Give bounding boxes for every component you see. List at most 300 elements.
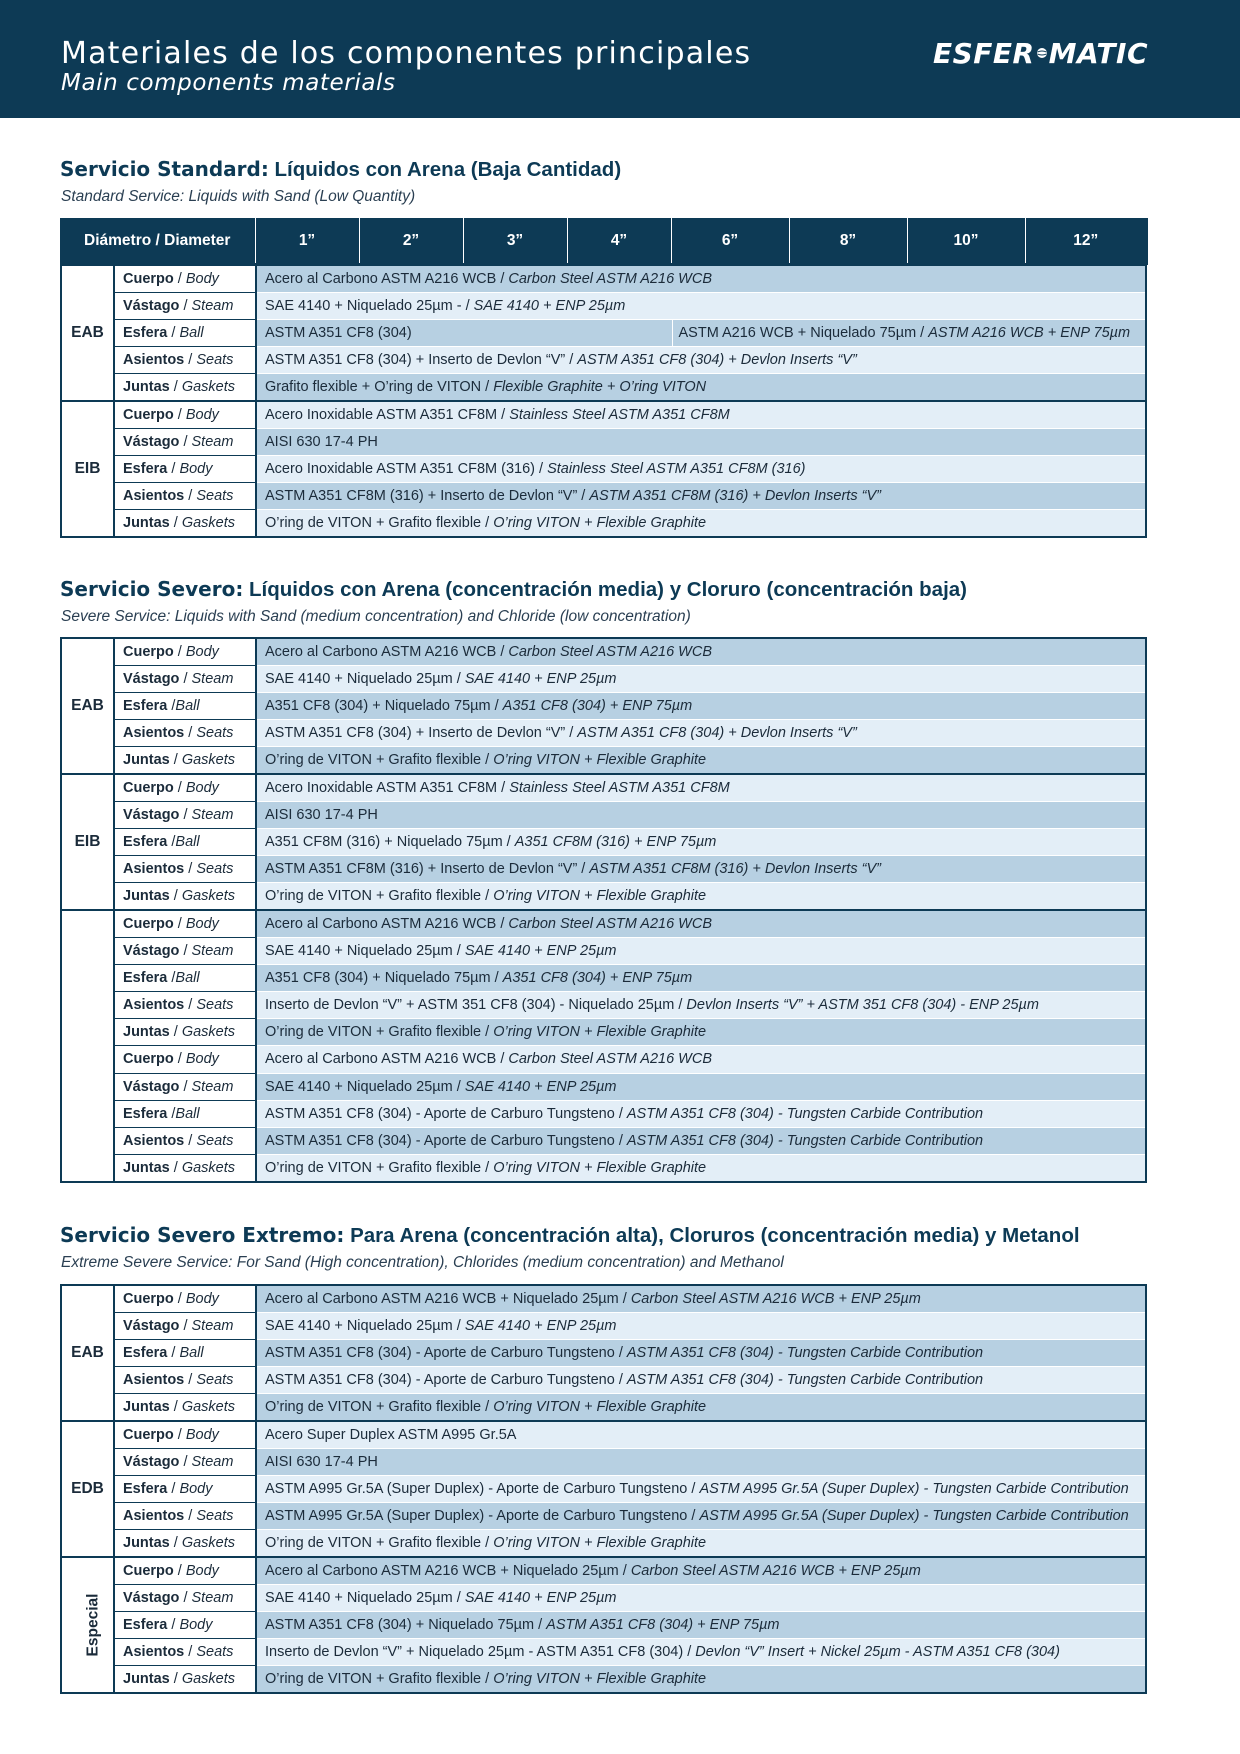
material-value-es: SAE 4140 + Niquelado 25µm - / <box>265 297 474 314</box>
materials-table <box>60 264 1147 538</box>
component-label <box>114 1666 256 1693</box>
component-label <box>114 1339 256 1366</box>
table-row <box>61 1611 1146 1638</box>
materials-table <box>60 637 1147 1183</box>
material-value-es: ASTM A351 CF8 (304) - Aporte de Carburo Tungsteno / <box>265 1105 627 1122</box>
component-label <box>114 801 256 828</box>
material-value-es: SAE 4140 + Niquelado 25µm / <box>265 1589 465 1606</box>
material-value-es: SAE 4140 + Niquelado 25µm / <box>265 670 465 687</box>
material-value-es: AISI 630 17-4 PH <box>265 433 378 450</box>
material-value-es: ASTM A351 CF8 (304) + Niquelado 75µm / <box>265 1616 547 1633</box>
material-value <box>256 455 1146 482</box>
component-label <box>114 428 256 455</box>
component-label <box>114 1557 256 1584</box>
component-label-en: Body <box>179 1616 213 1633</box>
label-separator: / <box>169 1024 182 1041</box>
material-value-es: ASTM A351 CF8 (304) + Inserto de Devlon “V” / <box>265 352 578 369</box>
material-value <box>256 319 672 346</box>
table-row <box>61 964 1146 991</box>
section-title-strong: Servicio Severo: <box>60 577 244 601</box>
label-separator: / <box>173 643 186 660</box>
label-separator: / <box>179 806 192 823</box>
group-label: EAB <box>61 638 114 774</box>
component-label-en: Seats <box>196 1372 234 1389</box>
material-value-es: Grafito flexible + O’ring de VITON / <box>265 379 494 396</box>
component-label-en: Ball <box>179 324 204 341</box>
material-value-en: Carbon Steel ASTM A216 WCB + ENP 25µm <box>630 1562 921 1579</box>
group-label: EDB <box>61 1421 114 1557</box>
component-label-es: Esfera <box>123 1105 168 1122</box>
material-value-es: Acero al Carbono ASTM A216 WCB / <box>265 1051 509 1068</box>
component-label-es: Juntas <box>123 888 170 905</box>
component-label-es: Esfera <box>123 697 168 714</box>
material-value <box>256 1155 1146 1182</box>
component-label <box>114 1100 256 1127</box>
label-separator: / <box>173 406 186 423</box>
material-value-es: Acero al Carbono ASTM A216 WCB + Niquelado 25µm / <box>265 1290 631 1307</box>
material-value-es: ASTM A351 CF8 (304) + Inserto de Devlon “V” / <box>265 725 578 742</box>
material-value-en: Carbon Steel ASTM A216 WCB <box>508 1051 713 1068</box>
material-value-en: Devlon Inserts “V” + ASTM 351 CF8 (304) - ENP 25µm <box>686 997 1039 1014</box>
component-label-es: Asientos <box>123 1372 185 1389</box>
diameter-size: 6” <box>671 218 789 264</box>
table-row <box>61 1394 1146 1421</box>
section-title-rest: Para Arena (concentración alta), Cloruros (concentración media) y Metanol <box>344 1224 1080 1247</box>
material-value-en: O’ring VITON + Flexible Graphite <box>493 1670 707 1687</box>
component-label-es: Asientos <box>123 1508 185 1525</box>
material-value-es: Acero Inoxidable ASTM A351 CF8M / <box>265 406 510 423</box>
material-value-en: Carbon Steel ASTM A216 WCB <box>508 270 713 287</box>
component-label <box>114 856 256 883</box>
material-value-es: Acero al Carbono ASTM A216 WCB + Niquelado 25µm / <box>265 1562 631 1579</box>
table-row <box>61 1155 1146 1182</box>
label-separator: / <box>173 1562 186 1579</box>
component-label-es: Asientos <box>123 352 185 369</box>
diameter-size: 10” <box>907 218 1025 264</box>
material-value <box>256 510 1146 537</box>
material-value <box>256 801 1146 828</box>
table-row <box>61 319 1146 346</box>
table-row <box>61 1339 1146 1366</box>
component-label <box>114 1367 256 1394</box>
material-value <box>256 374 1146 401</box>
component-label-es: Cuerpo <box>123 406 174 423</box>
diameter-size: 4” <box>567 218 671 264</box>
component-label-en: Gaskets <box>181 515 236 532</box>
label-separator: / <box>184 861 197 878</box>
material-value-es: ASTM A351 CF8 (304) <box>265 324 412 341</box>
component-label-en: Steam <box>191 1078 234 1095</box>
material-value-en: Stainless Steel ASTM A351 CF8M <box>509 406 730 423</box>
component-label <box>114 1530 256 1557</box>
component-label-en: Gaskets <box>181 1159 236 1176</box>
label-separator: / <box>169 1159 182 1176</box>
component-label <box>114 1448 256 1475</box>
label-separator: / <box>167 1105 176 1122</box>
material-value <box>256 1367 1146 1394</box>
table-row <box>61 1448 1146 1475</box>
material-value <box>256 856 1146 883</box>
label-separator: / <box>167 324 180 341</box>
material-value <box>256 1312 1146 1339</box>
component-label-en: Seats <box>196 997 234 1014</box>
material-value <box>256 1557 1146 1584</box>
label-separator: / <box>179 1317 192 1334</box>
table-row <box>61 401 1146 428</box>
material-value <box>256 720 1146 747</box>
group-label <box>61 1557 114 1693</box>
material-value <box>256 265 1146 292</box>
material-value-en: Carbon Steel ASTM A216 WCB <box>508 915 713 932</box>
label-separator: / <box>169 752 182 769</box>
component-label <box>114 1475 256 1502</box>
material-value-es: O’ring de VITON + Grafito flexible / <box>265 1024 494 1041</box>
material-value-en: ASTM A995 Gr.5A (Super Duplex) - Tungsten Carbide Contribution <box>699 1480 1129 1497</box>
component-label <box>114 1046 256 1073</box>
material-value-es: ASTM A995 Gr.5A (Super Duplex) - Aporte de Carburo Tungsteno / <box>265 1508 700 1525</box>
material-value-es: Acero Super Duplex ASTM A995 Gr.5A <box>265 1426 517 1443</box>
material-value-en: O’ring VITON + Flexible Graphite <box>493 1024 707 1041</box>
label-separator: / <box>167 1480 180 1497</box>
table-row <box>61 1127 1146 1154</box>
component-label-en: Body <box>185 643 219 660</box>
material-value-es: ASTM A995 Gr.5A (Super Duplex) - Aporte de Carburo Tungsteno / <box>265 1480 700 1497</box>
component-label <box>114 937 256 964</box>
material-value-es: AISI 630 17-4 PH <box>265 1453 378 1470</box>
component-label-es: Asientos <box>123 997 185 1014</box>
material-value <box>256 401 1146 428</box>
component-label-en: Seats <box>196 861 234 878</box>
material-value-en: ASTM A351 CF8 (304) - Tungsten Carbide Contribution <box>626 1344 984 1361</box>
material-value <box>256 1530 1146 1557</box>
material-value <box>256 1448 1146 1475</box>
label-separator: / <box>184 352 197 369</box>
table-row <box>61 991 1146 1018</box>
component-label-en: Gaskets <box>181 888 236 905</box>
material-value-en: ASTM A351 CF8 (304) + ENP 75µm <box>546 1616 780 1633</box>
material-value-en: SAE 4140 + ENP 25µm <box>473 297 626 314</box>
component-label-es: Esfera <box>123 1344 168 1361</box>
component-label <box>114 665 256 692</box>
component-label-en: Gaskets <box>181 1670 236 1687</box>
material-value-en: Stainless Steel ASTM A351 CF8M (316) <box>547 460 806 477</box>
table-row <box>61 638 1146 665</box>
table-row <box>61 1019 1146 1046</box>
component-label-en: Steam <box>191 1317 234 1334</box>
component-label-en: Gaskets <box>181 1024 236 1041</box>
section-subtitle: Standard Service: Liquids with Sand (Low Quantity) <box>61 188 416 205</box>
label-separator: / <box>167 1344 180 1361</box>
material-value <box>256 665 1146 692</box>
table-row <box>61 747 1146 774</box>
material-value <box>256 1475 1146 1502</box>
label-separator: / <box>173 779 186 796</box>
component-label-en: Steam <box>191 942 234 959</box>
component-label <box>114 692 256 719</box>
logo-text-right: MATIC <box>1048 36 1148 70</box>
component-label-en: Seats <box>196 352 234 369</box>
material-value-es: O’ring de VITON + Grafito flexible / <box>265 1159 494 1176</box>
component-label <box>114 1503 256 1530</box>
material-value <box>256 991 1146 1018</box>
material-value-en: ASTM A351 CF8M (316) + Devlon Inserts “V” <box>589 861 881 878</box>
component-label-en: Steam <box>191 297 234 314</box>
component-label <box>114 455 256 482</box>
table-row <box>61 1530 1146 1557</box>
material-value <box>256 1638 1146 1665</box>
material-value <box>256 747 1146 774</box>
component-label-es: Cuerpo <box>123 779 174 796</box>
label-separator: / <box>184 1644 197 1661</box>
label-separator: / <box>167 697 176 714</box>
table-row <box>61 883 1146 910</box>
label-separator: / <box>179 942 192 959</box>
component-label <box>114 347 256 374</box>
material-value-en: ASTM A995 Gr.5A (Super Duplex) - Tungsten Carbide Contribution <box>699 1508 1129 1525</box>
material-value-es: ASTM A351 CF8 (304) - Aporte de Carburo Tungsteno / <box>265 1344 627 1361</box>
component-label-es: Juntas <box>123 1399 170 1416</box>
material-value-en: Carbon Steel ASTM A216 WCB <box>508 643 713 660</box>
material-value-en: O’ring VITON + Flexible Graphite <box>493 1159 707 1176</box>
material-value <box>256 1394 1146 1421</box>
material-value-es: O’ring de VITON + Grafito flexible / <box>265 1535 494 1552</box>
group-label: EAB <box>61 1285 114 1421</box>
component-label-es: Vástago <box>123 1589 180 1606</box>
component-label-es: Juntas <box>123 1159 170 1176</box>
component-label-en: Body <box>185 406 219 423</box>
component-label-es: Cuerpo <box>123 1290 174 1307</box>
material-value-es: Inserto de Devlon “V” + Niquelado 25µm - ASTM A351 CF8 (304) / <box>265 1644 696 1661</box>
component-label-es: Asientos <box>123 725 185 742</box>
table-row <box>61 1638 1146 1665</box>
component-label <box>114 964 256 991</box>
label-separator: / <box>169 888 182 905</box>
table-row <box>61 1073 1146 1100</box>
component-label-es: Cuerpo <box>123 1051 174 1068</box>
label-separator: / <box>184 1132 197 1149</box>
component-label-es: Juntas <box>123 379 170 396</box>
label-separator: / <box>173 1051 186 1068</box>
page-header <box>0 0 1240 118</box>
table-row <box>61 1312 1146 1339</box>
logo-text-left: ESFER <box>933 36 1035 70</box>
component-label-es: Juntas <box>123 1024 170 1041</box>
material-value <box>256 347 1146 374</box>
component-label-en: Body <box>185 779 219 796</box>
material-value-en: A351 CF8 (304) + ENP 75µm <box>502 697 693 714</box>
component-label-en: Body <box>185 1426 219 1443</box>
component-label-en: Seats <box>196 1508 234 1525</box>
label-separator: / <box>179 1078 192 1095</box>
component-label-en: Body <box>185 1290 219 1307</box>
material-value <box>256 292 1146 319</box>
table-row <box>61 828 1146 855</box>
material-value-es: ASTM A351 CF8M (316) + Inserto de Devlon “V” / <box>265 488 590 505</box>
component-label <box>114 828 256 855</box>
material-value-es: Acero Inoxidable ASTM A351 CF8M / <box>265 779 510 796</box>
material-value-es: ASTM A216 WCB + Niquelado 75µm / <box>678 324 929 341</box>
component-label-en: Ball <box>175 833 200 850</box>
material-value <box>256 1100 1146 1127</box>
material-value-es: Acero al Carbono ASTM A216 WCB / <box>265 915 509 932</box>
table-row <box>61 1666 1146 1693</box>
component-label-es: Asientos <box>123 1132 185 1149</box>
component-label-es: Esfera <box>123 1616 168 1633</box>
table-row <box>61 1046 1146 1073</box>
material-value-en: ASTM A351 CF8 (304) + Devlon Inserts “V” <box>577 725 857 742</box>
material-value-es: Acero Inoxidable ASTM A351 CF8M (316) / <box>265 460 548 477</box>
label-separator: / <box>173 270 186 287</box>
section-subtitle: Severe Service: Liquids with Sand (medium concentration) and Chloride (low concentration) <box>61 608 691 625</box>
component-label <box>114 1019 256 1046</box>
label-separator: / <box>173 1290 186 1307</box>
component-label <box>114 1638 256 1665</box>
component-label-es: Juntas <box>123 752 170 769</box>
page-subtitle: Main components materials <box>61 70 396 96</box>
label-separator: / <box>169 379 182 396</box>
material-value-es: O’ring de VITON + Grafito flexible / <box>265 1399 494 1416</box>
material-value-es: Acero al Carbono ASTM A216 WCB / <box>265 643 509 660</box>
component-label <box>114 774 256 801</box>
table-row <box>61 347 1146 374</box>
component-label <box>114 1155 256 1182</box>
material-value-en: ASTM A351 CF8M (316) + Devlon Inserts “V” <box>589 488 881 505</box>
material-value-en: SAE 4140 + ENP 25µm <box>464 1078 617 1095</box>
material-value <box>256 883 1146 910</box>
component-label-en: Ball <box>175 1105 200 1122</box>
component-label-en: Seats <box>196 1644 234 1661</box>
material-value-en: SAE 4140 + ENP 25µm <box>464 1317 617 1334</box>
component-label-es: Vástago <box>123 1078 180 1095</box>
brand-logo <box>933 36 1148 70</box>
component-label-es: Esfera <box>123 1480 168 1497</box>
material-value-en: ASTM A351 CF8 (304) - Tungsten Carbide Contribution <box>626 1105 984 1122</box>
label-separator: / <box>167 460 180 477</box>
table-row <box>61 1475 1146 1502</box>
component-label-es: Cuerpo <box>123 643 174 660</box>
component-label <box>114 483 256 510</box>
material-value <box>256 483 1146 510</box>
component-label <box>114 1127 256 1154</box>
diameter-header-row <box>60 218 1147 264</box>
component-label-en: Ball <box>179 1344 204 1361</box>
label-separator: / <box>179 1589 192 1606</box>
label-separator: / <box>184 725 197 742</box>
material-value <box>256 910 1146 937</box>
material-value-en: SAE 4140 + ENP 25µm <box>464 942 617 959</box>
table-row <box>61 1557 1146 1584</box>
table-row <box>61 428 1146 455</box>
material-value-es: Inserto de Devlon “V” + ASTM 351 CF8 (304) - Niquelado 25µm / <box>265 997 687 1014</box>
material-value <box>256 1339 1146 1366</box>
component-label <box>114 265 256 292</box>
table-row <box>61 455 1146 482</box>
label-separator: / <box>167 1616 180 1633</box>
component-label-es: Vástago <box>123 433 180 450</box>
component-label-es: Vástago <box>123 942 180 959</box>
table-row <box>61 1584 1146 1611</box>
component-label-es: Esfera <box>123 833 168 850</box>
component-label <box>114 1285 256 1312</box>
table-row <box>61 1503 1146 1530</box>
material-value-en: O’ring VITON + Flexible Graphite <box>493 1399 707 1416</box>
component-label-en: Steam <box>191 806 234 823</box>
component-label <box>114 1394 256 1421</box>
material-value-en: O’ring VITON + Flexible Graphite <box>493 752 707 769</box>
component-label-es: Cuerpo <box>123 1426 174 1443</box>
component-label-en: Gaskets <box>181 752 236 769</box>
material-value-en: ASTM A216 WCB + ENP 75µm <box>928 324 1131 341</box>
section-title <box>60 1223 1080 1248</box>
label-separator: / <box>173 915 186 932</box>
diameter-size: 3” <box>463 218 567 264</box>
component-label-es: Esfera <box>123 969 168 986</box>
label-separator: / <box>169 1399 182 1416</box>
material-value-en: SAE 4140 + ENP 25µm <box>464 670 617 687</box>
material-value-es: A351 CF8M (316) + Niquelado 75µm / <box>265 833 515 850</box>
component-label <box>114 1073 256 1100</box>
component-label-es: Vástago <box>123 1317 180 1334</box>
label-separator: / <box>173 1426 186 1443</box>
material-value-es: SAE 4140 + Niquelado 25µm / <box>265 1317 465 1334</box>
material-value <box>256 1584 1146 1611</box>
diameter-size: 12” <box>1025 218 1147 264</box>
group-label: EIB <box>61 401 114 537</box>
material-value-en: ASTM A351 CF8 (304) - Tungsten Carbide Contribution <box>626 1132 984 1149</box>
component-label-es: Vástago <box>123 806 180 823</box>
material-value-en: ASTM A351 CF8 (304) - Tungsten Carbide Contribution <box>626 1372 984 1389</box>
component-label-es: Juntas <box>123 515 170 532</box>
label-separator: / <box>179 670 192 687</box>
component-label <box>114 1584 256 1611</box>
material-value-en: O’ring VITON + Flexible Graphite <box>493 1535 707 1552</box>
material-value-en: Flexible Graphite + O’ring VITON <box>493 379 707 396</box>
label-separator: / <box>179 433 192 450</box>
component-label <box>114 883 256 910</box>
material-value-es: A351 CF8 (304) + Niquelado 75µm / <box>265 697 503 714</box>
section-title-strong: Servicio Severo Extremo: <box>60 1223 345 1247</box>
component-label <box>114 720 256 747</box>
section-title <box>60 577 967 602</box>
component-label <box>114 1312 256 1339</box>
section-title-strong: Servicio Standard: <box>60 157 269 181</box>
material-value-en: O’ring VITON + Flexible Graphite <box>493 888 707 905</box>
component-label <box>114 374 256 401</box>
material-value <box>256 1073 1146 1100</box>
component-label-es: Cuerpo <box>123 270 174 287</box>
component-label-en: Body <box>179 460 213 477</box>
diameter-size: 2” <box>359 218 463 264</box>
group-label-text: Especial <box>84 1593 102 1657</box>
table-row <box>61 910 1146 937</box>
label-separator: / <box>179 1453 192 1470</box>
component-label-es: Esfera <box>123 460 168 477</box>
component-label <box>114 510 256 537</box>
table-row <box>61 1100 1146 1127</box>
table-row <box>61 1285 1146 1312</box>
component-label-es: Asientos <box>123 1644 185 1661</box>
component-label <box>114 401 256 428</box>
table-row <box>61 665 1146 692</box>
group-label <box>61 910 114 1182</box>
component-label-es: Juntas <box>123 1670 170 1687</box>
component-label-en: Ball <box>175 969 200 986</box>
material-value-es: O’ring de VITON + Grafito flexible / <box>265 515 494 532</box>
label-separator: / <box>167 833 176 850</box>
page-title: Materiales de los componentes principales <box>61 36 752 71</box>
label-separator: / <box>179 297 192 314</box>
diameter-size: 1” <box>255 218 359 264</box>
